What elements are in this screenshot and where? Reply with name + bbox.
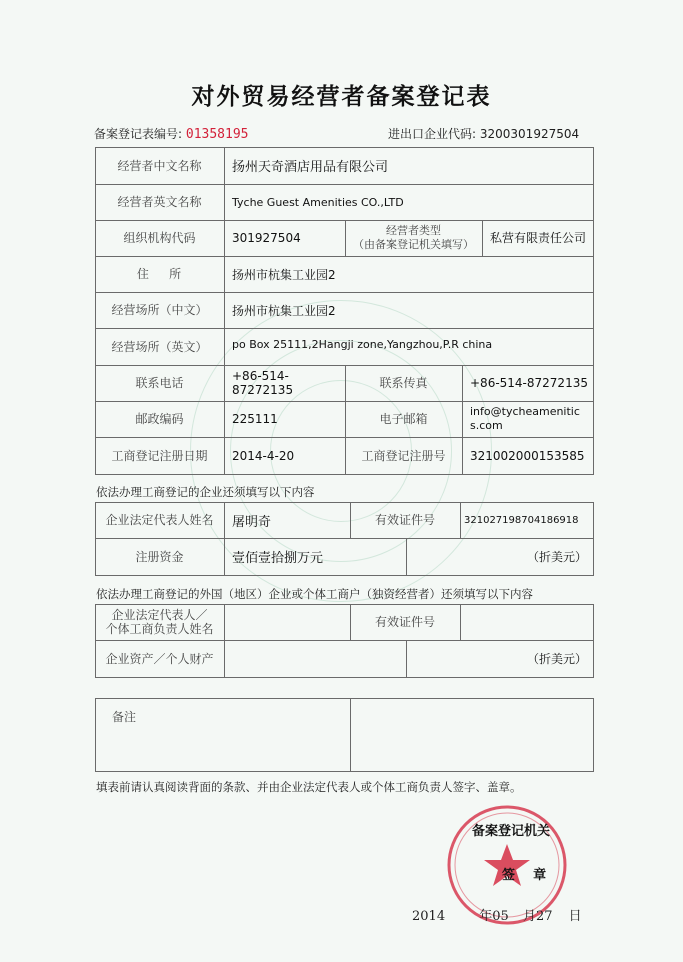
id-number-value: 321027198704186918 [464,514,579,526]
seal-year: 2014 [412,909,446,924]
section-note-foreign: 依法办理工商登记的外国（地区）企业或个体工商户（独资经营者）还须填写以下内容 [96,587,533,601]
registration-date-value: 2014-4-20 [232,448,295,463]
seal-day: 27 [535,909,553,924]
phone-label: 联系电话 [135,376,184,390]
registration-number-label: 备案登记表编号: [94,127,183,141]
id-number-label: 有效证件号 [374,513,435,527]
phone-value: +86-514-87272135 [232,369,294,397]
en-name-value: Tyche Guest Amenities CO.,LTD [232,195,404,209]
fax-label: 联系传真 [379,376,428,390]
registered-capital-label: 注册资金 [135,549,184,564]
capital-usd-unit: （折美元） [526,550,587,564]
seal-day-unit: 日 [568,909,582,924]
email-value: info@tycheamenitics.com [470,405,580,432]
assets-label: 企业资产／个人财产 [105,651,214,666]
legal-rep-value: 屠明奇 [232,514,272,530]
document-title: 对外贸易经营者备案登记表 [191,84,492,110]
foreign-id-number-label: 有效证件号 [374,615,435,629]
foreign-rep-label [95,604,224,640]
assets-usd-unit: （折美元） [526,652,587,666]
business-address-en-label: 经营场所（英文） [111,339,208,354]
operator-type-label-line2: （由备案登记机关填写） [353,238,474,251]
cn-name-value: 扬州天奇酒店用品有限公司 [232,160,389,175]
fax-value: +86-514-87272135 [470,376,588,390]
business-reg-no-value: 321002000153585 [470,448,585,463]
enterprise-code-value: 3200301927504 [479,127,580,141]
registration-authority: 备案登记机关 [472,824,551,839]
operator-type-label [345,220,482,256]
seal-date [412,905,582,924]
footer-note: 填表前请认真阅读背面的条款、并由企业法定代表人或个体工商负责人签字、盖章。 [96,780,522,794]
seal-month-unit: 月 [522,909,536,924]
foreign-rep-label-line1: 企业法定代表人／ [111,608,208,622]
foreign-rep-label-line2: 个体工商负责人姓名 [105,622,214,636]
signature-seal-label: 签 章 [502,868,547,883]
cn-name-label: 经营者中文名称 [117,158,202,173]
email-label: 电子邮箱 [379,412,428,426]
zip-value: 225111 [232,412,278,426]
seal-year-unit: 年 [479,909,493,924]
legal-rep-label: 企业法定代表人姓名 [105,513,214,527]
registered-capital-value: 壹佰壹拾捌万元 [232,551,324,566]
seal-month: 05 [492,909,509,924]
enterprise-code [388,125,579,142]
zip-label: 邮政编码 [135,412,184,426]
operator-type-label-line1: 经营者类型 [386,224,441,237]
address-label: 住 所 [136,267,183,281]
remarks-label: 备注 [112,710,137,724]
section-note-enterprise: 依法办理工商登记的企业还须填写以下内容 [96,485,315,499]
business-reg-no-label: 工商登记注册号 [361,448,446,463]
registration-number-value: 01358195 [185,127,249,142]
address-value: 扬州市杭集工业园2 [232,267,336,282]
org-code-label: 组织机构代码 [123,231,196,245]
business-address-en-value: po Box 25111,2Hangji zone,Yangzhou,P.R china [232,338,493,351]
registration-date-label: 工商登记注册日期 [111,448,208,463]
business-address-cn-label: 经营场所（中文） [111,303,208,317]
en-name-label: 经营者英文名称 [117,195,202,209]
registration-number [94,125,249,142]
org-code-value: 301927504 [232,231,301,245]
operator-type-value: 私营有限责任公司 [490,231,587,245]
enterprise-code-label: 进出口企业代码: [388,127,477,141]
business-address-cn-value: 扬州市杭集工业园2 [232,304,336,318]
